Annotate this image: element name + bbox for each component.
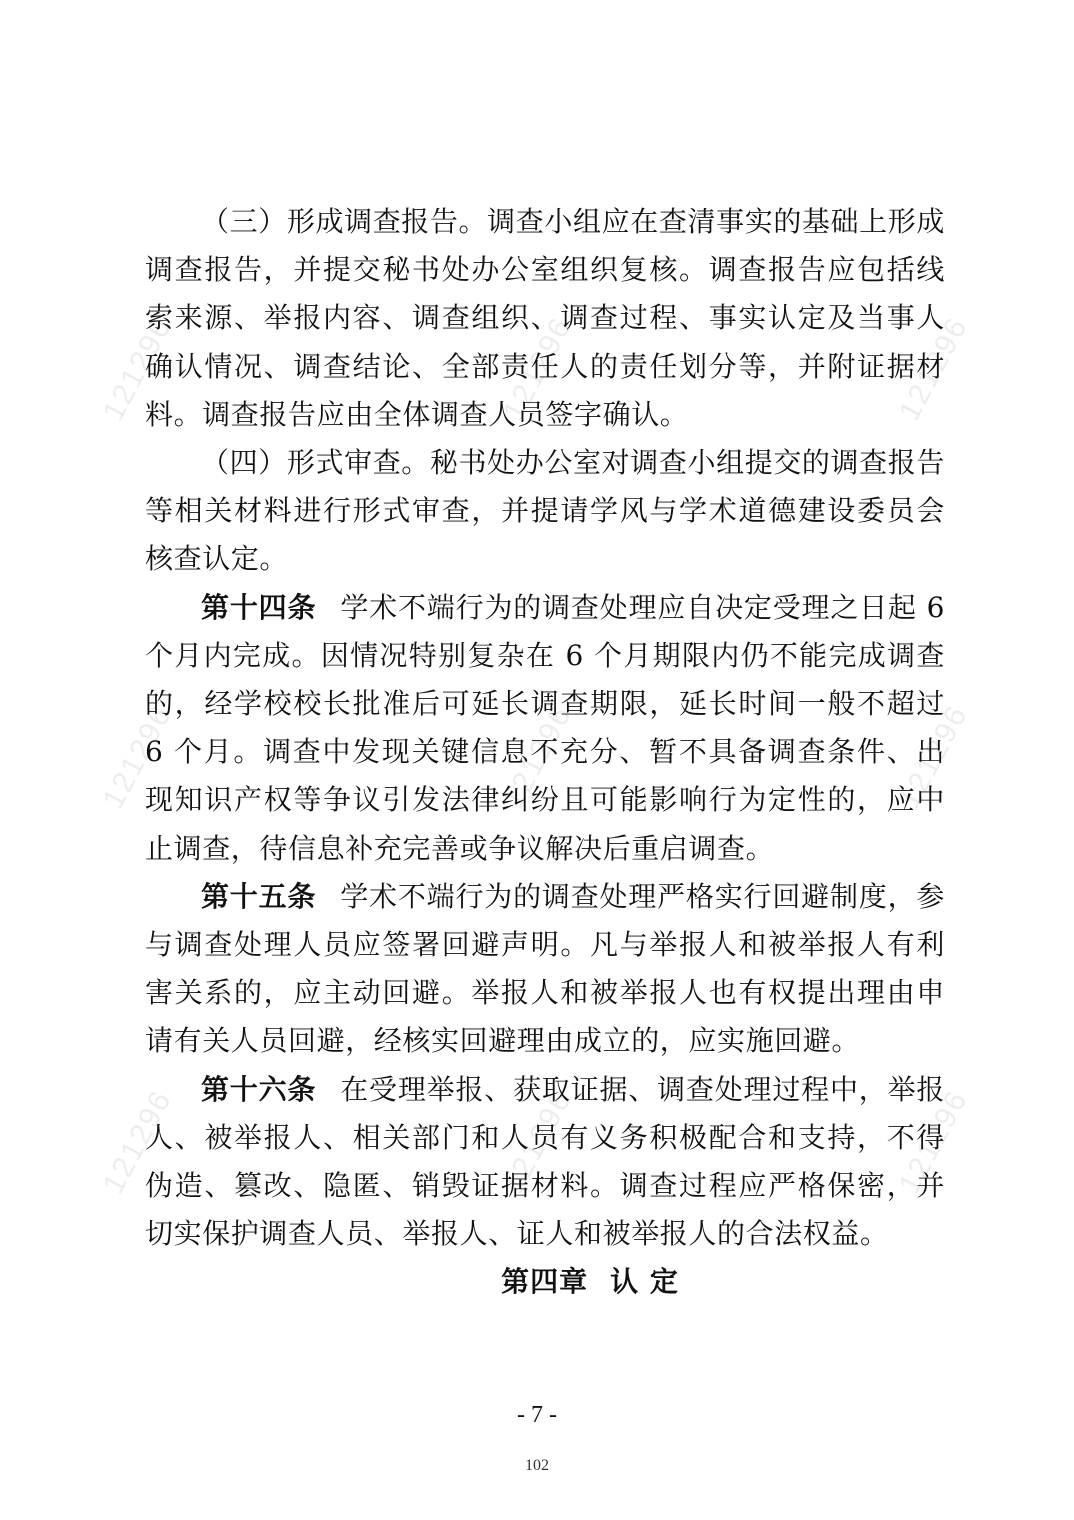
article-14 [145,584,945,873]
watermark: 121296 [96,311,179,427]
page-number: - 7 - [517,1402,557,1428]
sheet-number: 102 [525,1457,549,1474]
watermark: 121296 [96,699,179,815]
document-body [145,198,945,1306]
watermark: 121296 [892,311,975,427]
chapter-title: 认 定 [610,1265,679,1299]
article-text: 学术不端行为的调查处理应自决定受理之日起 6 个月内完成。因情况特别复杂在 6 个月期限内仍不能完成调查的，经学校校长批准后可延长调查期限，延长时间一般不超过 6 个月。调查中发现关键信息不充分、暂不具备调查条件、出现知识产权等争议引发法律纠纷且可能影响行为定性的，应中止调查，待信息补充完善或争议解决后重启调查。 [145,590,945,865]
article-text: 在受理举报、获取证据、调查处理过程中，举报人、被举报人、相关部门和人员有义务积极配合和支持，不得伪造、篡改、隐匿、销毁证据材料。调查过程应严格保密，并切实保护调查人员、举报人、证人和被举报人的合法权益。 [145,1072,945,1251]
watermark: 121296 [496,311,579,427]
watermark: 121296 [892,1084,975,1200]
watermark: 121296 [892,699,975,815]
chapter-number: 第四章 [501,1265,589,1299]
watermark: 121296 [496,699,579,815]
article-16 [145,1066,945,1259]
paragraph-text: （四）形式审查。秘书处办公室对调查小组提交的调查报告等相关材料进行形式审查，并提请学风与学术道德建设委员会核查认定。 [145,446,945,576]
article-label: 第十五条 [201,879,317,913]
watermark: 121296 [96,1084,179,1200]
paragraph-formal-review [145,439,945,584]
article-text: 学术不端行为的调查处理严格实行回避制度，参与调查处理人员应签署回避声明。凡与举报人和被举报人有利害关系的，应主动回避。举报人和被举报人也有权提出理由申请有关人员回避，经核实回避理由成立的，应实施回避。 [145,879,945,1058]
article-15 [145,873,945,1066]
chapter-heading [145,1258,945,1306]
watermark: 121296 [496,1084,579,1200]
paragraph-text: （三）形成调查报告。调查小组应在查清事实的基础上形成调查报告，并提交秘书处办公室组织复核。调查报告应包括线索来源、举报内容、调查组织、调查过程、事实认定及当事人确认情况、调查结论、全部责任人的责任划分等，并附证据材料。调查报告应由全体调查人员签字确认。 [145,205,945,431]
article-label: 第十四条 [201,590,317,624]
paragraph-report [145,198,945,439]
article-label: 第十六条 [201,1072,317,1106]
